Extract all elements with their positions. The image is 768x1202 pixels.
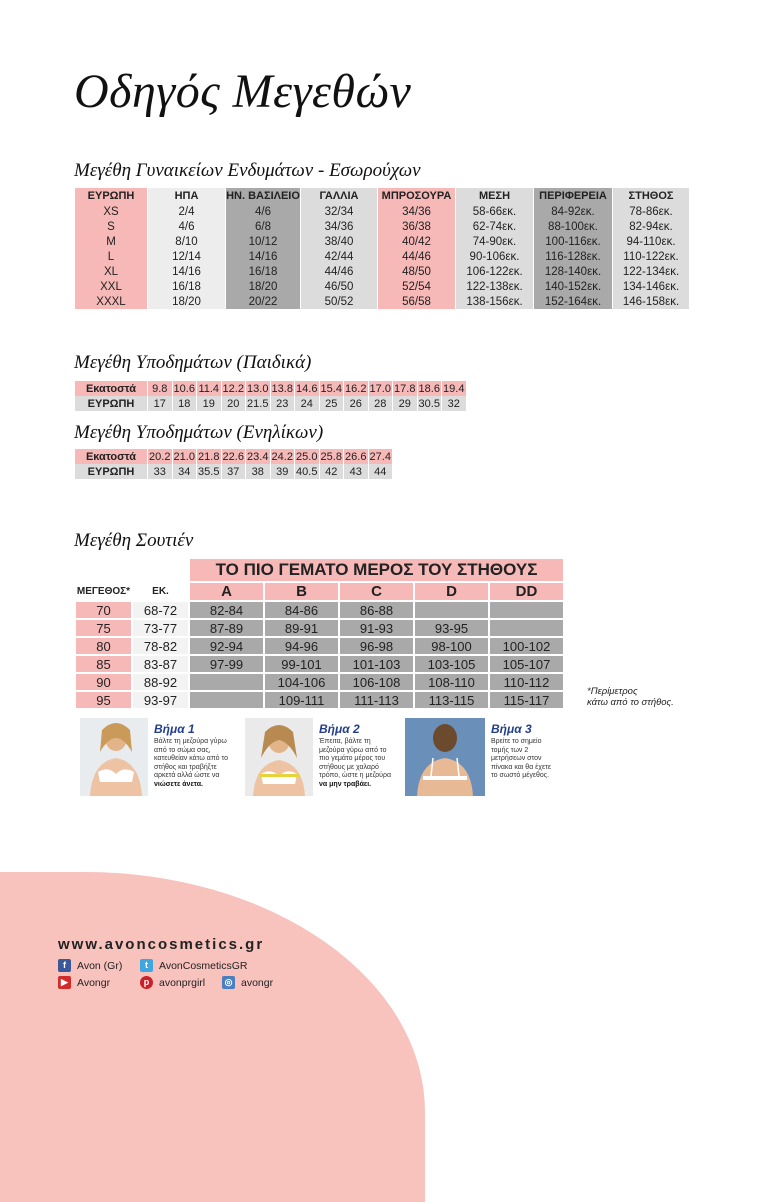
bra-cup-cell: 98-100 xyxy=(415,638,488,654)
bra-cup-cell: 106-108 xyxy=(340,674,413,690)
measure-step-2 xyxy=(245,718,397,796)
facebook-icon: f xyxy=(58,959,71,972)
women-size-cell: 20/22 xyxy=(226,294,300,309)
women-size-cell: 146-158εκ. xyxy=(613,294,689,309)
bra-cup-cell: 91-93 xyxy=(340,620,413,636)
bra-fullest-part-header: ΤΟ ΠΙΟ ΓΕΜΑΤΟ ΜΕΡΟΣ ΤΟΥ ΣΤΗΘΟΥΣ xyxy=(190,559,563,581)
youtube-link[interactable] xyxy=(58,976,110,989)
step-3-title: Βήμα 3 xyxy=(491,722,532,736)
twitter-label: AvonCosmeticsGR xyxy=(159,959,248,972)
women-size-cell: 106-122εκ. xyxy=(456,264,533,279)
women-size-cell: 56/58 xyxy=(378,294,455,309)
step-3-text: Βρείτε το σημείο τομής των 2 μετρήσεων στον πίνακα και θα έχετε το σωστό μέγεθος. xyxy=(491,738,551,779)
women-size-cell: 88-100εκ. xyxy=(534,219,612,234)
women-size-cell: 58-66εκ. xyxy=(456,204,533,219)
bra-cup-cell xyxy=(490,602,563,618)
women-size-cell: 12/14 xyxy=(148,249,225,264)
women-size-cell: 62-74εκ. xyxy=(456,219,533,234)
women-size-row xyxy=(75,294,689,309)
bra-cup-cell: 110-112 xyxy=(490,674,563,690)
women-size-cell: 84-92εκ. xyxy=(534,204,612,219)
bra-band-size: 75 xyxy=(76,620,131,636)
kids-eu-cell: 29 xyxy=(393,396,417,411)
women-size-row xyxy=(75,219,689,234)
bra-cup-cell: 113-115 xyxy=(415,692,488,708)
women-size-cell: 152-164εκ. xyxy=(534,294,612,309)
bra-band-cm: 73-77 xyxy=(133,620,188,636)
women-size-cell: 8/10 xyxy=(148,234,225,249)
instagram-label: avongr xyxy=(241,976,274,989)
bra-band-size: 95 xyxy=(76,692,131,708)
women-size-cell: 32/34 xyxy=(301,204,377,219)
adult-eu-cell: 39 xyxy=(271,464,295,479)
bra-cup-header: DD xyxy=(490,583,563,600)
kids-cm-cell: 17.0 xyxy=(369,382,391,395)
kids-eu-label: ΕΥΡΩΠΗ xyxy=(75,396,147,411)
kids-eu-cell: 18 xyxy=(173,396,197,411)
women-size-cell: 140-152εκ. xyxy=(534,279,612,294)
bra-cup-header: D xyxy=(415,583,488,600)
women-size-cell: 38/40 xyxy=(301,234,377,249)
bra-band-size: 85 xyxy=(76,656,131,672)
adult-cm-cell: 25.0 xyxy=(296,450,318,463)
adult-eu-cell: 43 xyxy=(344,464,368,479)
bra-size-row xyxy=(76,674,563,690)
women-size-cell: 40/42 xyxy=(378,234,455,249)
step-1-title: Βήμα 1 xyxy=(154,722,195,736)
twitter-icon: t xyxy=(140,959,153,972)
women-header-cell: ΗΠΑ xyxy=(148,188,225,204)
women-size-cell: 14/16 xyxy=(148,264,225,279)
step-1-photo xyxy=(80,718,148,796)
kids-eu-cell: 28 xyxy=(369,396,393,411)
women-size-cell: 90-106εκ. xyxy=(456,249,533,264)
kids-eu-cell: 25 xyxy=(320,396,344,411)
bra-cup-cell: 111-113 xyxy=(340,692,413,708)
women-size-cell: 48/50 xyxy=(378,264,455,279)
bra-cup-cell: 97-99 xyxy=(190,656,263,672)
women-size-cell: 116-128εκ. xyxy=(534,249,612,264)
youtube-label: Avongr xyxy=(77,976,111,989)
bra-cup-cell: 92-94 xyxy=(190,638,263,654)
kids-cm-cell: 11.4 xyxy=(198,382,220,395)
kids-cm-label: Εκατοστά xyxy=(75,381,147,396)
women-size-row xyxy=(75,249,689,264)
adult-cm-cell: 21.0 xyxy=(173,450,195,463)
women-size-row xyxy=(75,204,689,219)
twitter-link[interactable] xyxy=(140,959,248,972)
kids-cm-cell: 15.4 xyxy=(320,382,342,395)
bra-cm-label: ΕΚ. xyxy=(152,586,169,597)
adult-eu-cell: 40.5 xyxy=(296,465,318,478)
kids-cm-cell: 17.8 xyxy=(394,382,416,395)
bra-cup-cell: 108-110 xyxy=(415,674,488,690)
women-section-title: Μεγέθη Γυναικείων Ενδυμάτων - Εσωρούχων xyxy=(74,160,421,181)
step-2-emphasis: να μην τραβάει. xyxy=(319,780,372,788)
bra-cup-cell: 104-106 xyxy=(265,674,338,690)
adult-cm-cell: 21.8 xyxy=(198,450,220,463)
women-size-cell: S xyxy=(75,219,147,234)
instagram-icon: ◎ xyxy=(222,976,235,989)
kids-eu-cell: 30.5 xyxy=(418,397,440,410)
adult-cm-cell: 26.6 xyxy=(345,450,367,463)
adult-cm-cell: 27.4 xyxy=(369,450,391,463)
adult-eu-cell: 33 xyxy=(148,464,172,479)
kids-eu-cell: 19 xyxy=(197,396,221,411)
women-size-row xyxy=(75,264,689,279)
bra-size-row xyxy=(76,656,563,672)
bra-size-row xyxy=(76,602,563,618)
facebook-label: Avon (Gr) xyxy=(77,959,123,972)
step-2-text: Έπειτα, βάλτε τη μεζούρα γύρω από το πιο γεμάτο μέρος του στήθους με χαλαρό τρόπο, ώστε η μεζούρα xyxy=(319,738,392,779)
kids-eu-cell: 23 xyxy=(271,396,295,411)
bra-cup-header: A xyxy=(190,583,263,600)
kids-eu-cell: 32 xyxy=(442,396,466,411)
bra-cup-cell: 86-88 xyxy=(340,602,413,618)
adult-eu-cell: 42 xyxy=(320,464,344,479)
women-size-cell: 44/46 xyxy=(378,249,455,264)
women-size-cell: 100-116εκ. xyxy=(534,234,612,249)
bra-cup-cell: 94-96 xyxy=(265,638,338,654)
women-size-cell: 16/18 xyxy=(226,264,300,279)
women-size-cell: 128-140εκ. xyxy=(534,264,612,279)
women-size-cell: 4/6 xyxy=(226,204,300,219)
bra-band-cm: 93-97 xyxy=(133,692,188,708)
step-1-emphasis: νιώσετε άνετα. xyxy=(154,780,203,788)
kids-eu-cell: 17 xyxy=(148,396,172,411)
adult-shoes-table xyxy=(74,449,393,479)
women-header-cell: ΗΝ. ΒΑΣΙΛΕΙΟ xyxy=(226,190,300,202)
bra-footnote xyxy=(587,686,674,708)
bra-cup-cell: 115-117 xyxy=(490,692,563,708)
adult-cm-cell: 22.6 xyxy=(222,450,244,463)
step-3-photo xyxy=(405,718,485,796)
women-header-cell: ΣΤΗΘΟΣ xyxy=(613,188,689,204)
women-size-cell: 4/6 xyxy=(148,219,225,234)
adult-eu-cell: 37 xyxy=(222,464,246,479)
women-size-cell: 52/54 xyxy=(378,279,455,294)
bra-size-row xyxy=(76,620,563,636)
bra-cup-cell: 82-84 xyxy=(190,602,263,618)
bra-cup-cell xyxy=(490,620,563,636)
step-2-photo xyxy=(245,718,313,796)
women-size-cell: M xyxy=(75,234,147,249)
women-size-cell: 50/52 xyxy=(301,294,377,309)
women-size-row xyxy=(75,234,689,249)
kids-shoes-title: Μεγέθη Υποδημάτων (Παιδικά) xyxy=(74,352,312,373)
adult-cm-cell: 23.4 xyxy=(247,450,269,463)
kids-cm-cell: 14.6 xyxy=(296,382,318,395)
women-size-cell: 46/50 xyxy=(301,279,377,294)
bra-cup-cell: 103-105 xyxy=(415,656,488,672)
page-title: Οδηγός Μεγεθών xyxy=(74,65,412,118)
women-size-cell: 42/44 xyxy=(301,249,377,264)
women-header-cell: ΜΠΡΟΣΟΥΡΑ xyxy=(378,188,455,204)
adult-cm-cell: 24.2 xyxy=(271,450,293,463)
bra-cup-cell: 109-111 xyxy=(265,692,338,708)
step-1-text: Βάλτε τη μεζούρα γύρω από το σώμα σας, κατευθείαν κάτω από το στήθος και τραβήξτε αρκετά αλλά ώστε να xyxy=(154,738,229,779)
adult-cm-label: Εκατοστά xyxy=(75,449,147,464)
women-size-cell: 134-146εκ. xyxy=(613,279,689,294)
bra-band-cm: 88-92 xyxy=(133,674,188,690)
bra-cup-cell: 87-89 xyxy=(190,620,263,636)
bra-band-size: 90 xyxy=(76,674,131,690)
bra-cup-header: B xyxy=(265,583,338,600)
kids-cm-cell: 9.8 xyxy=(148,381,172,396)
adult-eu-cell: 34 xyxy=(173,464,197,479)
adult-cm-cell: 25.8 xyxy=(320,450,342,463)
bra-cup-header: C xyxy=(340,583,413,600)
bra-cup-cell: 93-95 xyxy=(415,620,488,636)
bra-size-row xyxy=(76,638,563,654)
kids-cm-cell: 13.0 xyxy=(247,382,269,395)
bra-section-title: Μεγέθη Σουτιέν xyxy=(74,530,194,551)
women-size-cell: 34/36 xyxy=(378,204,455,219)
kids-cm-cell: 19.4 xyxy=(443,382,465,395)
women-size-table xyxy=(74,188,690,309)
kids-eu-cell: 24 xyxy=(295,396,319,411)
pinterest-label: avonprgirl xyxy=(159,976,206,989)
bra-cup-cell: 84-86 xyxy=(265,602,338,618)
footer-background-shape xyxy=(0,872,425,1202)
bra-cup-cell: 99-101 xyxy=(265,656,338,672)
bra-cup-cell xyxy=(190,674,263,690)
women-size-row xyxy=(75,279,689,294)
women-size-cell: 36/38 xyxy=(378,219,455,234)
bra-cup-cell: 96-98 xyxy=(340,638,413,654)
bra-size-row xyxy=(76,692,563,708)
women-size-cell: 44/46 xyxy=(301,264,377,279)
bra-cup-cell: 105-107 xyxy=(490,656,563,672)
women-size-cell: 74-90εκ. xyxy=(456,234,533,249)
women-size-cell: 94-110εκ. xyxy=(613,234,689,249)
website-link[interactable]: www.avoncosmetics.gr xyxy=(58,936,265,953)
women-header-row xyxy=(75,188,689,204)
bra-band-cm: 78-82 xyxy=(133,638,188,654)
women-size-cell: 138-156εκ. xyxy=(456,294,533,309)
adult-shoes-title: Μεγέθη Υποδημάτων (Ενηλίκων) xyxy=(74,422,324,443)
women-size-cell: 34/36 xyxy=(301,219,377,234)
women-size-cell: 122-134εκ. xyxy=(613,264,689,279)
women-size-cell: 10/12 xyxy=(226,234,300,249)
kids-eu-cell: 26 xyxy=(344,396,368,411)
instagram-link[interactable] xyxy=(222,976,273,989)
bra-band-size: 70 xyxy=(76,602,131,618)
bra-cup-cell: 101-103 xyxy=(340,656,413,672)
women-size-cell: 122-138εκ. xyxy=(456,279,533,294)
adult-eu-label: ΕΥΡΩΠΗ xyxy=(75,464,147,479)
women-header-cell: ΓΑΛΛΙΑ xyxy=(301,188,377,204)
bra-size-label: ΜΕΓΕΘΟΣ* xyxy=(76,586,131,597)
kids-eu-cell: 20 xyxy=(222,396,246,411)
measure-step-3 xyxy=(405,718,557,796)
women-size-cell: 14/16 xyxy=(226,249,300,264)
pinterest-icon: p xyxy=(140,976,153,989)
women-size-cell: L xyxy=(75,249,147,264)
women-size-cell: XXL xyxy=(75,279,147,294)
women-size-cell: 18/20 xyxy=(148,294,225,309)
kids-cm-cell: 18.6 xyxy=(418,382,440,395)
kids-cm-cell: 13.8 xyxy=(271,382,293,395)
adult-eu-cell: 44 xyxy=(369,464,393,479)
measure-step-1 xyxy=(80,718,232,796)
adult-eu-cell: 35.5 xyxy=(198,465,220,478)
step-2-title: Βήμα 2 xyxy=(319,722,360,736)
women-header-cell: ΜΕΣΗ xyxy=(456,188,533,204)
kids-cm-cell: 16.2 xyxy=(345,382,367,395)
women-size-cell: 82-94εκ. xyxy=(613,219,689,234)
youtube-icon: ▶ xyxy=(58,976,71,989)
bra-cup-cell: 100-102 xyxy=(490,638,563,654)
kids-cm-cell: 10.6 xyxy=(173,382,195,395)
women-size-cell: 78-86εκ. xyxy=(613,204,689,219)
bra-cup-cell: 89-91 xyxy=(265,620,338,636)
women-header-cell: ΕΥΡΩΠΗ xyxy=(75,188,147,204)
bra-footnote-line: *Περίμετρος xyxy=(587,686,638,697)
bra-cup-cell xyxy=(415,602,488,618)
women-size-cell: 18/20 xyxy=(226,279,300,294)
bra-size-table xyxy=(74,557,565,710)
facebook-link[interactable] xyxy=(58,959,122,972)
bra-band-cm: 83-87 xyxy=(133,656,188,672)
women-size-cell: 2/4 xyxy=(148,204,225,219)
women-size-cell: XL xyxy=(75,264,147,279)
women-size-cell: XS xyxy=(75,204,147,219)
women-size-cell: 16/18 xyxy=(148,279,225,294)
women-header-cell: ΠΕΡΙΦΕΡΕΙΑ xyxy=(534,188,612,204)
kids-shoes-table xyxy=(74,381,467,411)
women-size-cell: 110-122εκ. xyxy=(613,249,689,264)
bra-band-size: 80 xyxy=(76,638,131,654)
adult-eu-cell: 38 xyxy=(246,464,270,479)
women-size-cell: XXXL xyxy=(75,294,147,309)
bra-footnote-line: κάτω από το στήθος. xyxy=(587,697,674,708)
bra-band-cm: 68-72 xyxy=(133,602,188,618)
bra-cup-cell xyxy=(190,692,263,708)
adult-cm-cell: 20.2 xyxy=(149,450,171,463)
women-size-cell: 6/8 xyxy=(226,219,300,234)
kids-eu-cell: 21.5 xyxy=(247,397,269,410)
pinterest-link[interactable] xyxy=(140,976,205,989)
kids-cm-cell: 12.2 xyxy=(222,382,244,395)
